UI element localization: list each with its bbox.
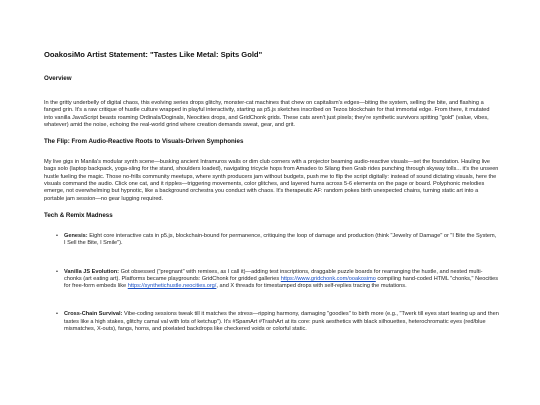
neocities-link[interactable]: https://synthetichustle.neocities.org/ [127,283,217,290]
document-title: OoakosiMo Artist Statement: "Tastes Like Metal: Spits Gold" [44,50,263,59]
list-item-cross-chain [56,311,499,333]
flip-heading: The Flip: From Audio-Reactive Roots to Visuals-Driven Symphonies [44,138,244,146]
list-item-text: Eight core interactive cats in p5.js, blockchain-bound for permanence, critiquing the loop of damage and production (think "Jewelry of Damage" or "I Bite the System, I Sell the Bite, I Smile"). [64,232,497,247]
list-item-text: compiling hand-coded HTML "chonks," Neocities for free-form embeds like [64,275,499,290]
list-item-vanilla-js [56,268,499,291]
list-item-text: , and X threads for timestamped drops with self-replies tracing the mutations. [216,283,407,290]
gridchonk-link[interactable]: https://www.gridchonk.com/ooakosimo [280,275,376,282]
overview-heading: Overview [44,75,72,82]
list-item-label: Cross-Chain Survival: [64,311,123,318]
list-item-label: Vanilla JS Evolution: [64,268,120,275]
list-item-genesis [56,232,499,248]
document-page [44,50,499,354]
overview-paragraph: In the gritty underbelly of digital chaos, this evolving series drops glitchy, monster-cat machines that chew on capitalism's edges—biting the system, selling the bite, and flashing a fanged grin. It's a raw critique of hustle culture wrapped in playful interactivity, starting as p5.js sketches inscribed on Tezos blockchain for that immortal edge. From there, it mutated into vanilla JavaScript beasts roaming Ordinals/Doginals, Neocities drops, and GridChonk grids. These cats aren't just pixels; they're synthetic survivors spitting "gold" (value, vibes, whatever) amid the noise, echoing the real-world grind where creation demands sweat, gear, and grit. [44,100,490,128]
bullet-icon: • [56,268,58,275]
tech-list [44,233,499,333]
bullet-icon: • [56,311,58,318]
bullet-icon: • [56,232,58,239]
tech-heading: Tech & Remix Madness [44,211,113,219]
list-item-text: Got obsessed ("pregnant" with remixes, as I call it)—adding test inscriptions, draggable puzzle boards for rearranging the hustle, and nested multi-chonks (art eating art). Platforms became playgrounds: GridChonk for gridded galleries [64,268,483,282]
list-item-text: Vibe-coding sessions tweak till it matches the stress—ripping harmony, damaging "goodies" to birth more (e.g., "Twerk till eyes start tearing up and then tastes like a high stakes, glitchy carnal val with lots of ketchup"). It's #SpamArt #TrashArt at its core: punk aesthetics with black silhouettes, heterochromatic eyes (red/blue mismatches, X-outs), fangs, horns, and pixelated backdrops like checkered voids or colorful static. [64,311,499,333]
flip-paragraph: My live gigs in Manila's modular synth scene—busking ancient Intramuros walls or dim club corners with a projector beaming audio-reactive visuals—set the foundation. Hauling live bags solo (laptop backpack, yoga-sling for the stand, shoulders loaded), navigating tricycle hops from Amadeo to Silang then Grab rides punching through skyway tolls... it's the unseen hustle fueling the magic. Those no-frills community meetups, where synth producers jam without budgets, push me to flip the script digitally: instead of sound dictating visuals, here the visuals command the audio. Click one cat, and it ripples—triggering movements, color glitches, and layered hums across 5-6 elements on the page or board. Polyphonic melodies emerge, not overwhelming but hypnotic, like a background orchestra you conduct with chaos. It's therapeutic AF: random pokes birth unexpected chains, turning static art into a portable jam session—no gear lugging required. [44,159,499,202]
list-item-label: Genesis: [64,232,88,239]
